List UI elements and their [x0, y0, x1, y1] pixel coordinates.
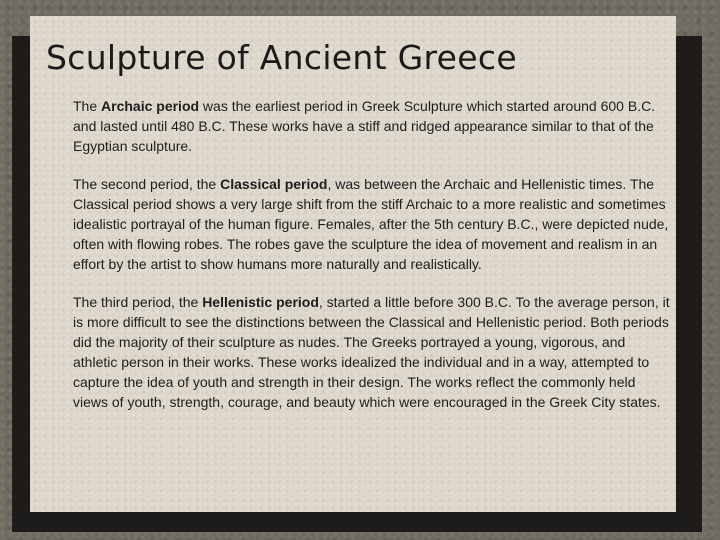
slide	[30, 16, 676, 512]
slide-title: Sculpture of Ancient Greece	[46, 38, 517, 77]
slide-body	[73, 96, 673, 430]
term-archaic-period: Archaic period	[101, 98, 200, 114]
term-hellenistic-period: Hellenistic period	[202, 294, 319, 310]
term-classical-period: Classical period	[220, 176, 328, 192]
paragraph-classical-text: , was between the Archaic and Hellenistic times. The Classical period shows a very large shift from the stiff Archaic to a more realistic and sometimes idealistic portrayal of the human figure. Females, after the 5th century B.C., were depicted nude, often with flowing robes. The robes gave the sculpture the idea of movement and realism in an effort by the artist to show humans more naturally and realistically.	[73, 176, 669, 272]
paragraph-hellenistic-text: , started a little before 300 B.C. To the average person, it is more difficult to see the distinctions between the Classical and Hellenistic period. Both periods did the majority of their sculpture as nudes. The Greeks portrayed a young, vigorous, and athletic person in their works. These works idealized the individual and in a way, attempted to capture the idea of youth and strength in their design. The works reflect the commonly held views of youth, strength, courage, and beauty which were encouraged in the Greek City states.	[73, 294, 670, 410]
paragraph-hellenistic-pre: The third period, the	[73, 294, 203, 310]
paragraph-hellenistic	[73, 292, 673, 412]
paragraph-archaic-text: was the earliest period in Greek Sculpture which started around 600 B.C. and lasted until 480 B.C. These works have a stiff and ridged appearance similar to that of the Egyptian sculpture.	[73, 98, 656, 154]
paragraph-archaic-pre: The	[73, 98, 102, 114]
paragraph-classical	[73, 174, 673, 274]
paragraph-classical-pre: The second period, the	[73, 176, 221, 192]
paragraph-archaic	[73, 96, 673, 156]
